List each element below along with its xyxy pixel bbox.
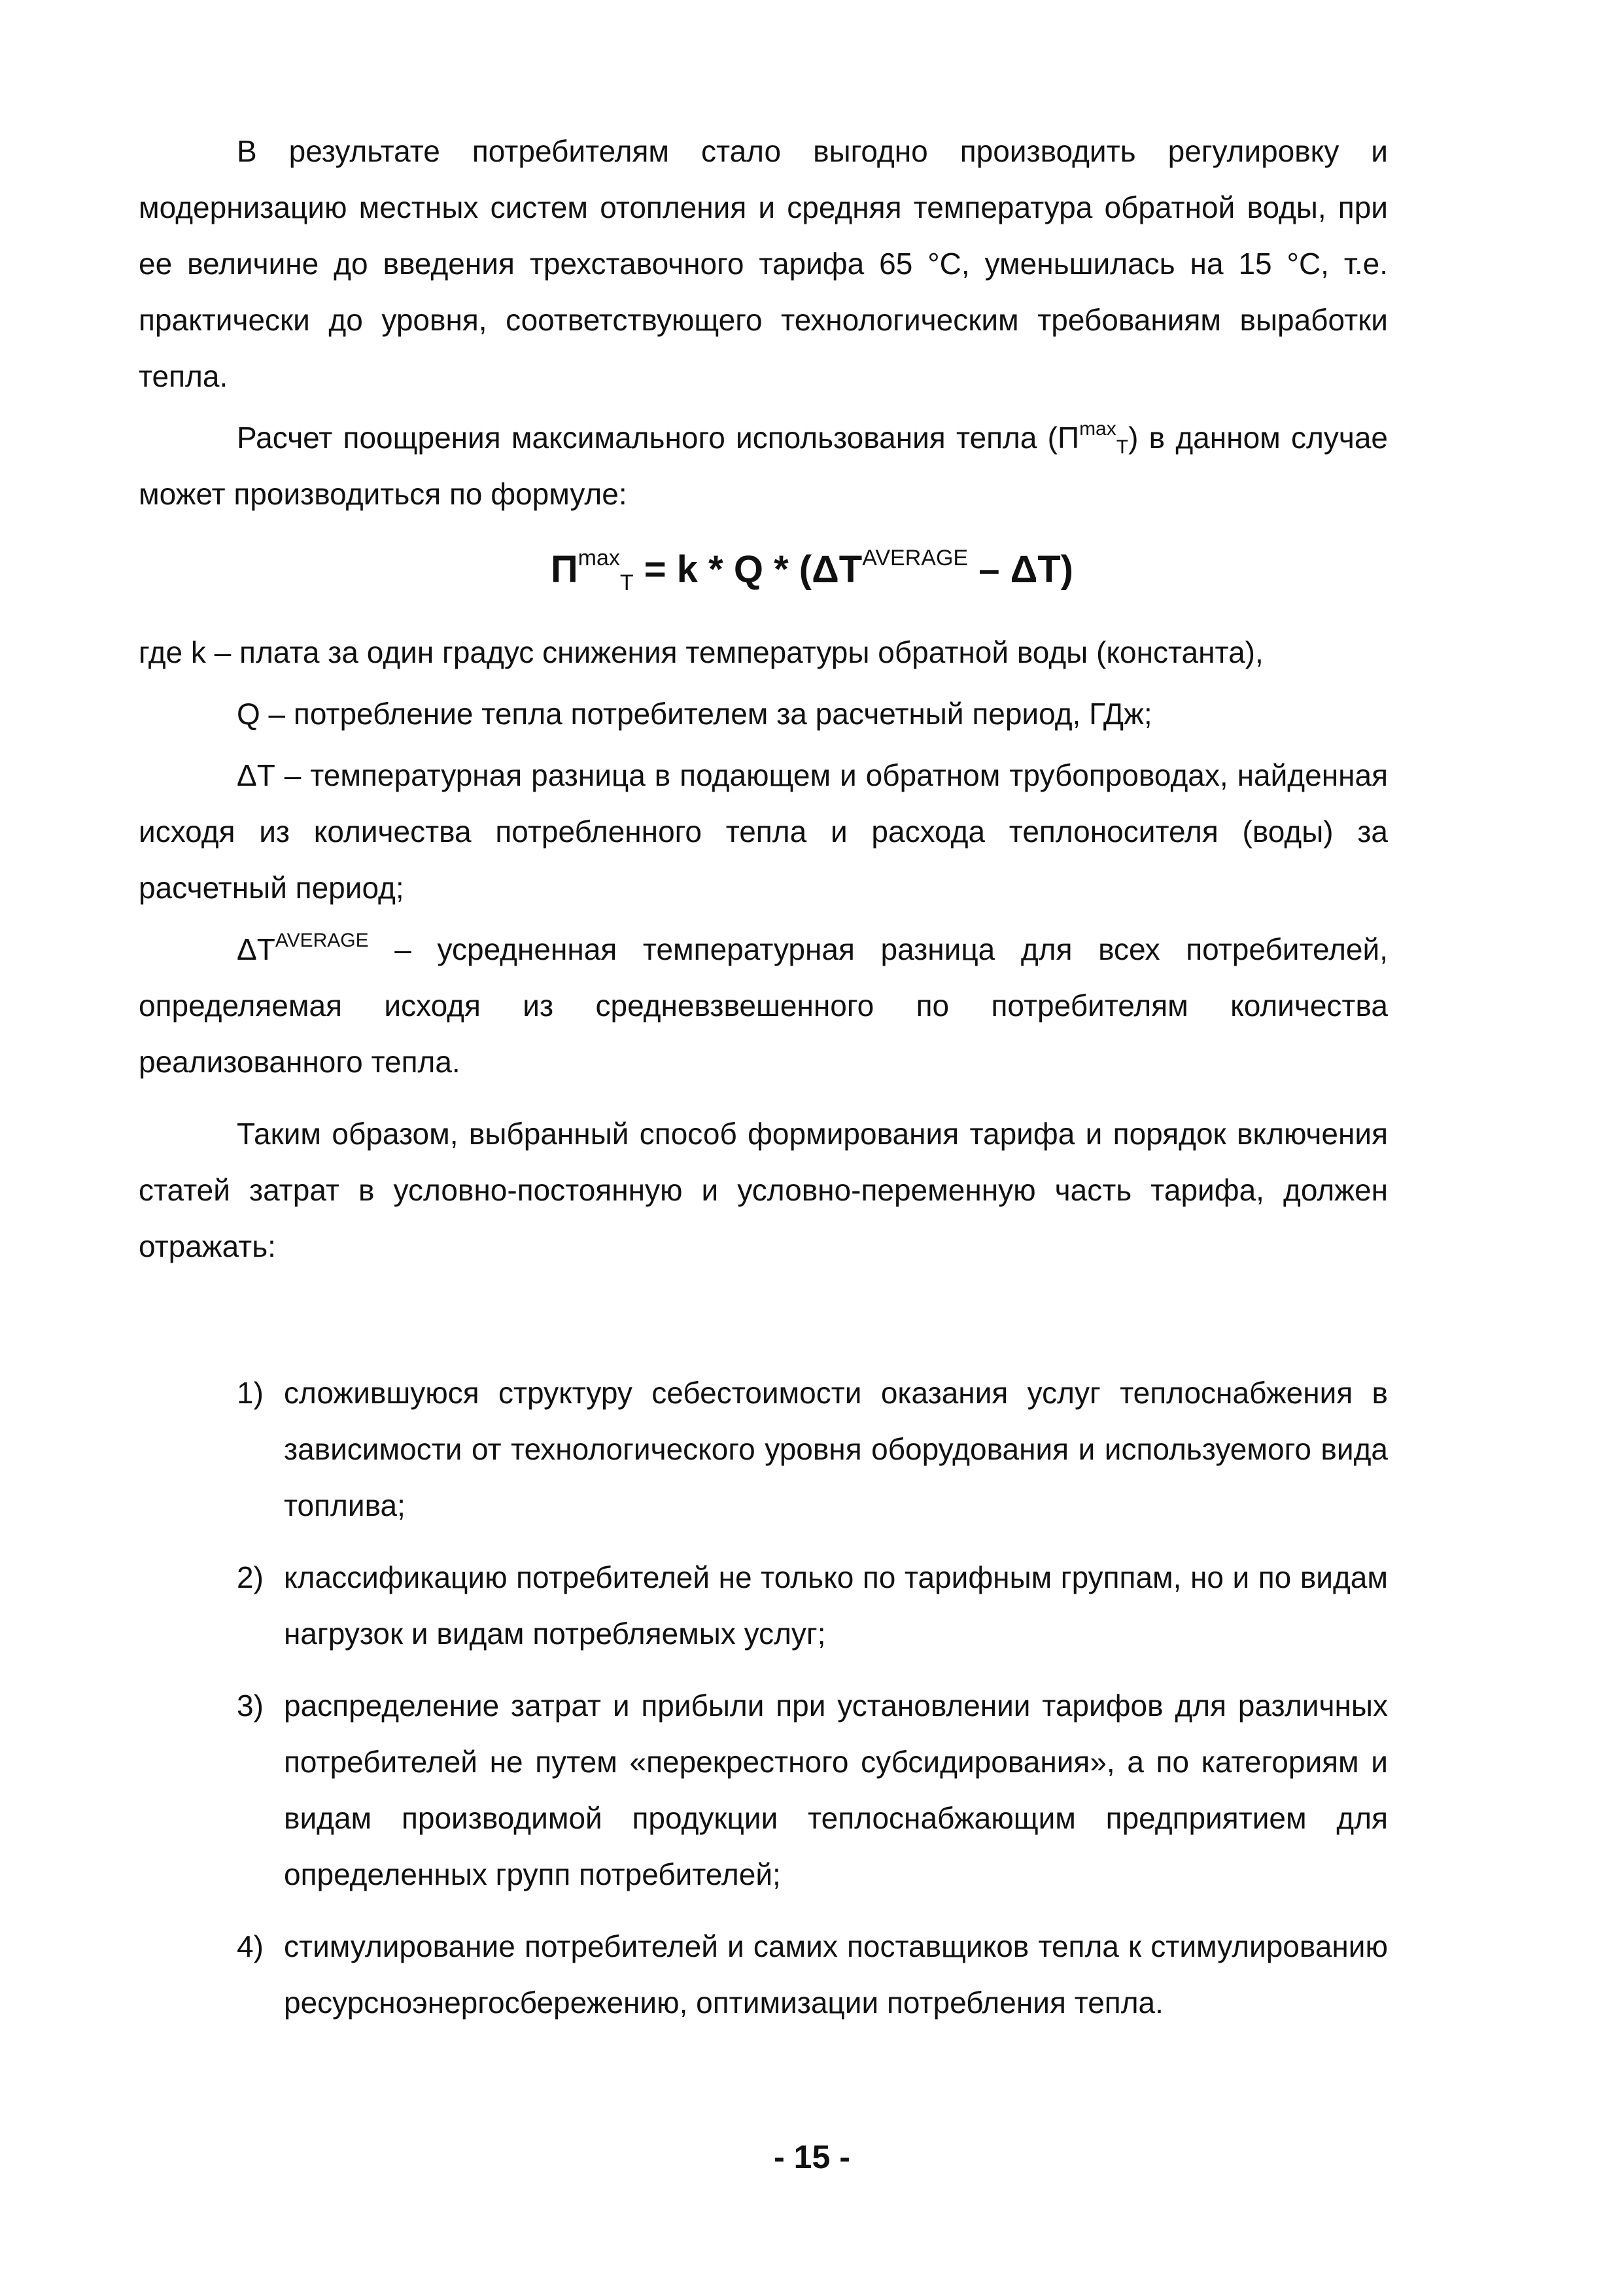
formula-p: П: [550, 548, 578, 591]
formula-end: – ΔТ): [968, 548, 1073, 591]
definition-dt-average-text: – усредненная температурная разница для всех потребителей, определяемая исходя из средневзвешенного по потребителям количества реализованного тепла.: [139, 932, 1388, 1079]
definition-q: Q – потребление тепла потребителем за расчетный период, ГДж;: [237, 697, 1152, 731]
requirements-list: [139, 1365, 1388, 2031]
list-item: [139, 1918, 1388, 2031]
definition-dt: ΔТ – температурная разница в подающем и обратном трубопроводах, найденная исходя из количества потребленного тепла и расхода теплоносителя (воды) за расчетный период;: [139, 758, 1388, 905]
formula-average-sup: AVERAGE: [862, 546, 969, 570]
list-item-text: сложившуюся структуру себестоимости оказания услуг теплоснабжения в зависимости от технологического уровня оборудования и используемого вида топлива;: [284, 1376, 1388, 1522]
paragraph-summary: Таким образом, выбранный способ формирования тарифа и порядок включения статей затрат в условно-постоянную и условно-переменную часть тарифа, должен отражать:: [139, 1117, 1388, 1263]
paragraph-calculation-sup: max: [1079, 418, 1116, 440]
formula: [0, 542, 1624, 598]
list-item: [139, 1677, 1388, 1902]
formula-t-sub: Т: [619, 570, 634, 595]
list-item-text: классификацию потребителей не только по тарифным группам, но и по видам нагрузок и видам потребляемых услуг;: [284, 1560, 1388, 1651]
paragraph-calculation-sub: Т: [1116, 436, 1129, 458]
paragraph-result: В результате потребителям стало выгодно производить регулировку и модернизацию местных систем отопления и средняя температура обратной воды, при ее величине до введения трехставочного тарифа 65 °С, уменьшилась на 15 °С, т.е. практически до уровня, соответствующего технологическим требованиям выработки тепла.: [139, 134, 1388, 393]
definition-k: где k – плата за один градус снижения температуры обратной воды (константа),: [139, 635, 1264, 669]
page-number: - 15 -: [774, 2139, 850, 2175]
formula-max-sup: max: [578, 546, 620, 570]
definition-dt-average-sup: AVERAGE: [275, 930, 369, 951]
list-item-number: 3): [237, 1689, 264, 1723]
definition-dt-average: [139, 921, 1388, 1090]
list-item-text: стимулирование потребителей и самих поставщиков тепла к стимулированию ресурсноэнергосбережению, оптимизации потребления тепла.: [284, 1929, 1388, 2020]
list-item-number: 1): [237, 1376, 264, 1410]
paragraph-calculation-text-end: ) в данном случае может производиться по формуле:: [139, 421, 1388, 511]
paragraph-calculation-text-start: Расчет поощрения максимального использования тепла (П: [237, 421, 1080, 455]
list-item: [139, 1549, 1388, 1662]
list-item: [139, 1365, 1388, 1533]
list-item-number: 2): [237, 1560, 264, 1594]
body-text-top: [139, 123, 1388, 522]
formula-middle: = k * Q * (ΔТ: [633, 548, 863, 591]
definition-dt-average-symbol: ΔТ: [237, 932, 275, 966]
list-item-text: распределение затрат и прибыли при установлении тарифов для различных потребителей не путем «перекрестного субсидирования», а по категориям и видам производимой продукции теплоснабжающим предприятием для определенных групп потребителей;: [284, 1689, 1388, 1891]
paragraph-calculation: [139, 410, 1388, 522]
list-item-number: 4): [237, 1929, 264, 1963]
body-text-definitions: [139, 624, 1388, 1274]
